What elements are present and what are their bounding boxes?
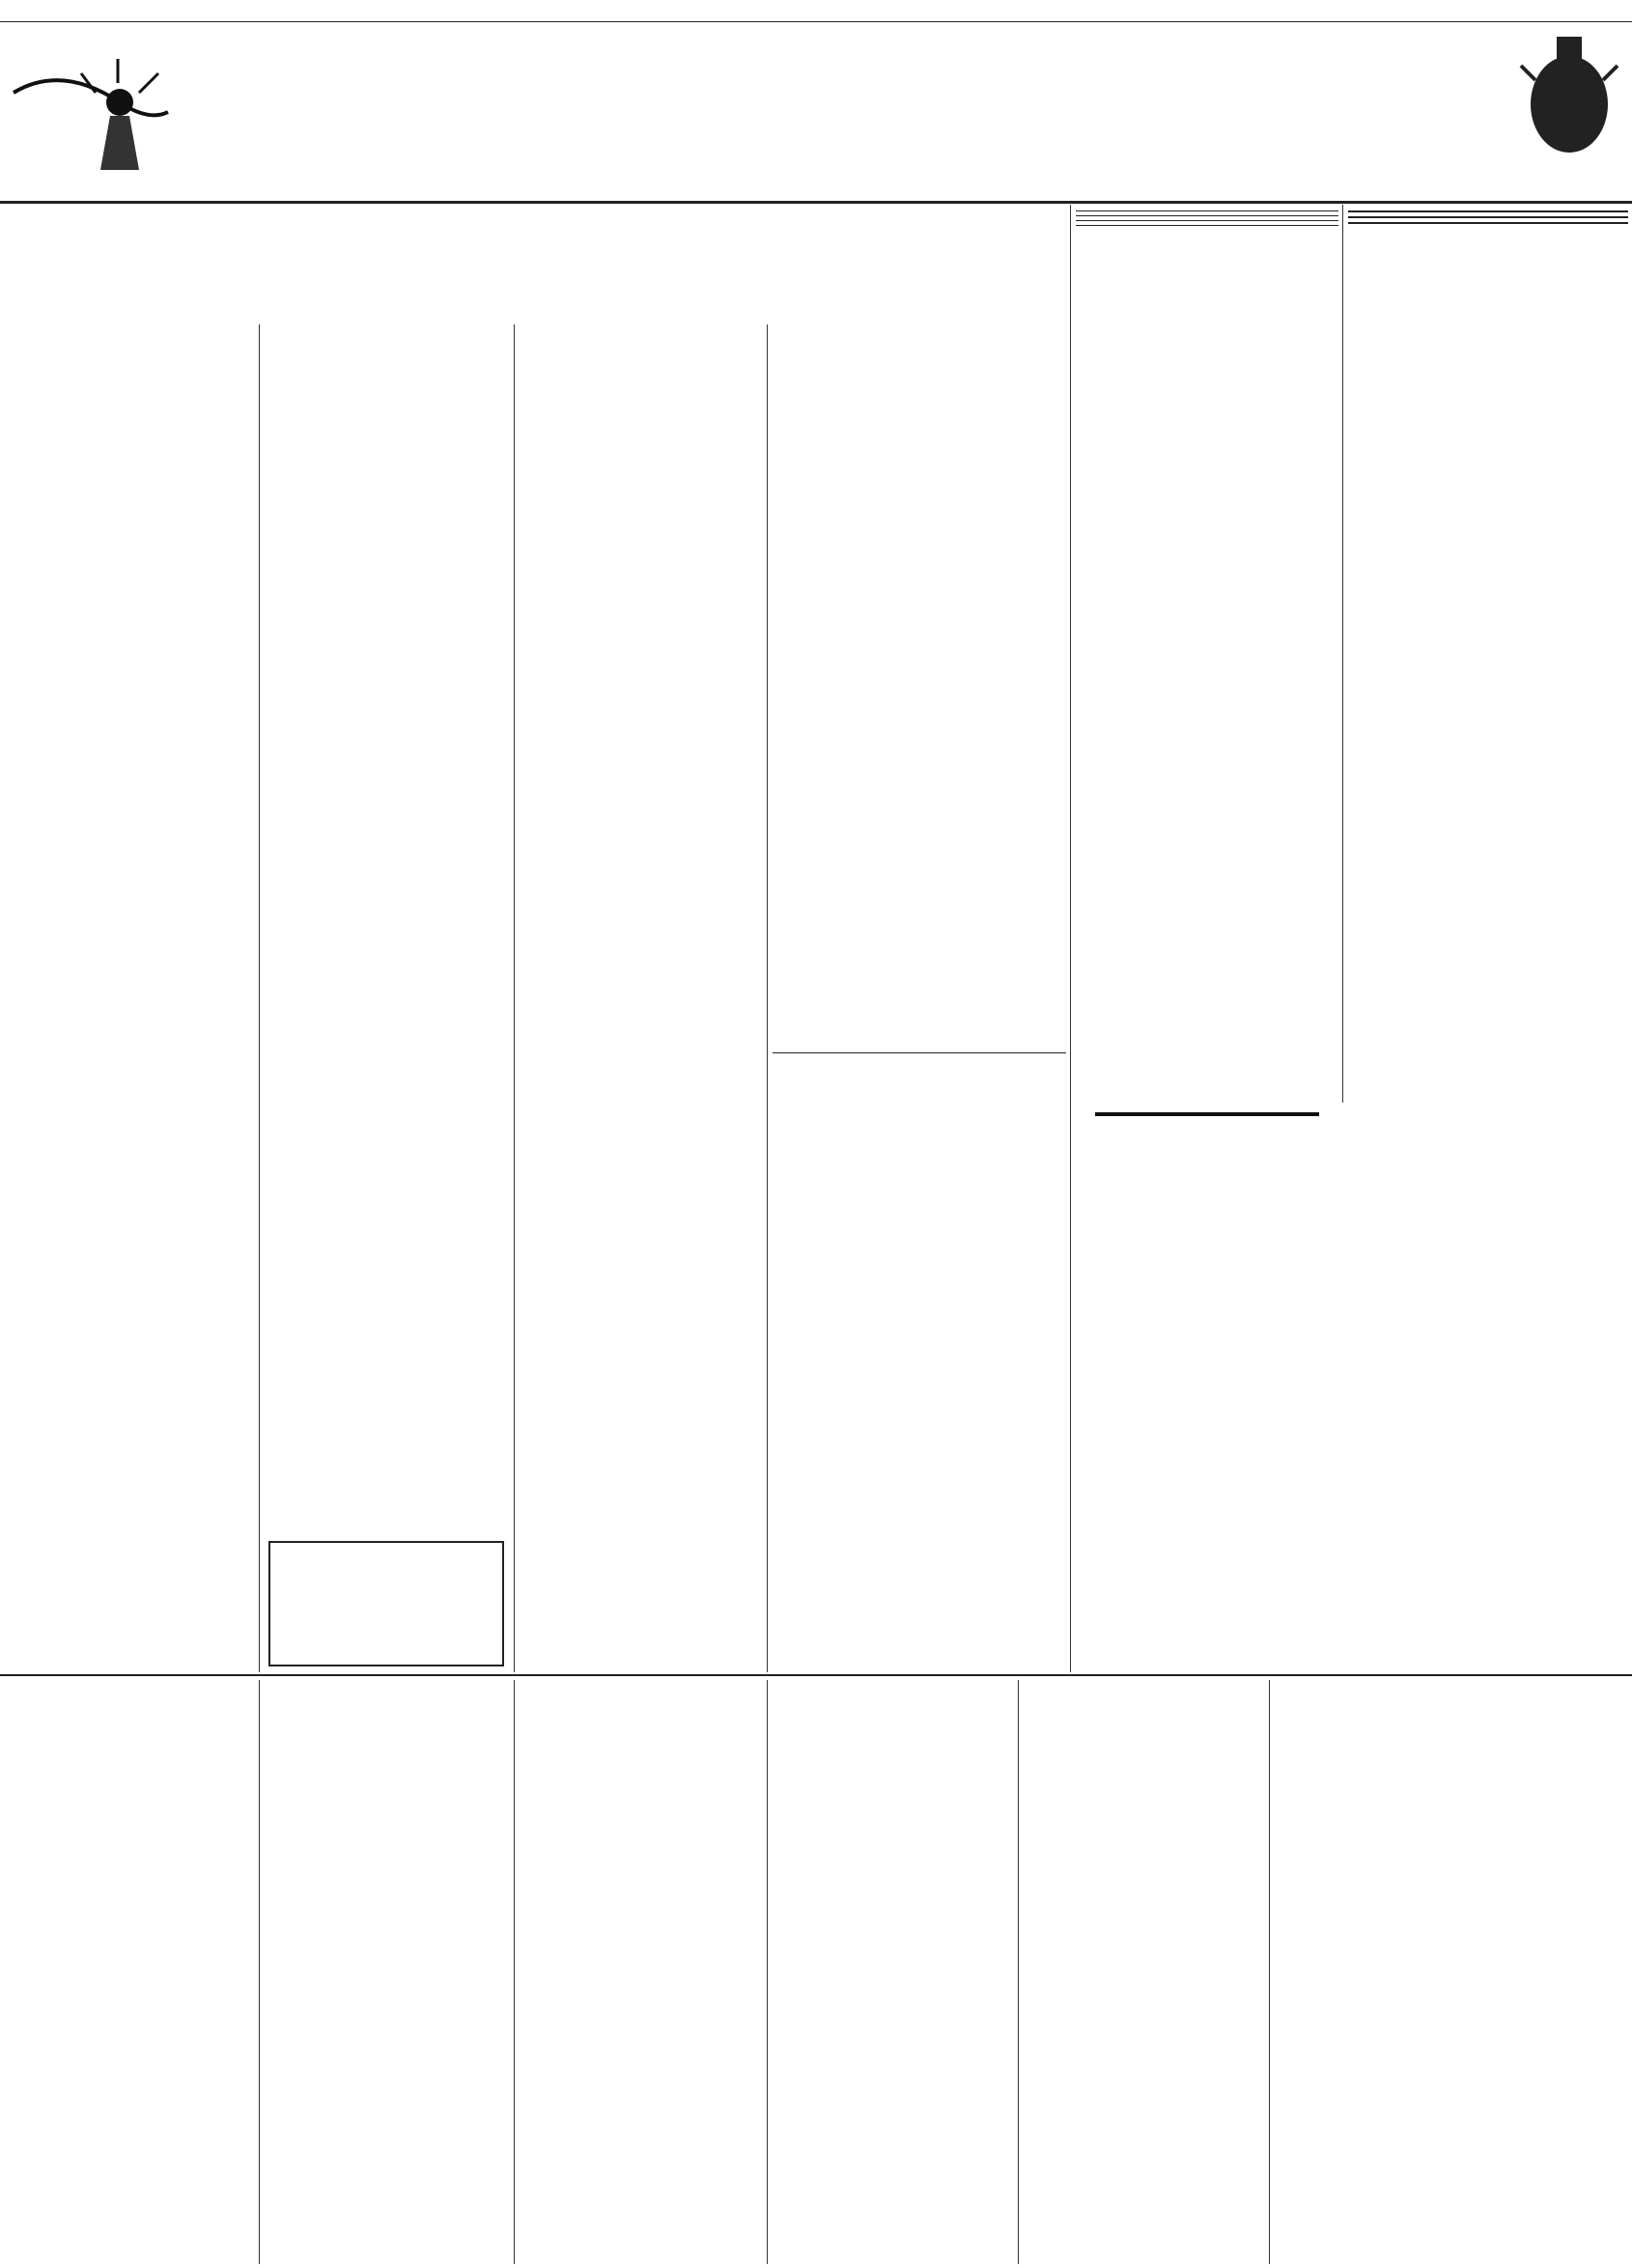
touradas-title [1095,1112,1319,1116]
col6 [1348,207,1628,1105]
folhetim-col2 [265,1680,510,2259]
ad-top-center [626,21,1167,201]
folhetim-col3 [520,1680,763,2259]
prisioneiros-article [520,328,763,1670]
filter-icon [1516,27,1622,162]
turquia-article [6,328,255,1670]
main-headline [10,207,1067,322]
folhetim-col5 [1024,1680,1265,2259]
folhetim-col4 [773,1680,1014,2259]
turquia-continuation [265,328,510,1535]
col5 [1076,207,1338,1105]
folhetim-col1 [6,1697,255,2257]
sacadura-ad [268,1541,504,1666]
lamp-icon [4,35,178,180]
ad-top-left [4,25,622,199]
col5-lower [1076,1106,1338,1666]
ad-top-right [1168,23,1632,197]
prisioneiros-continuation [773,328,1066,1004]
aviador-article [773,1052,1066,1670]
